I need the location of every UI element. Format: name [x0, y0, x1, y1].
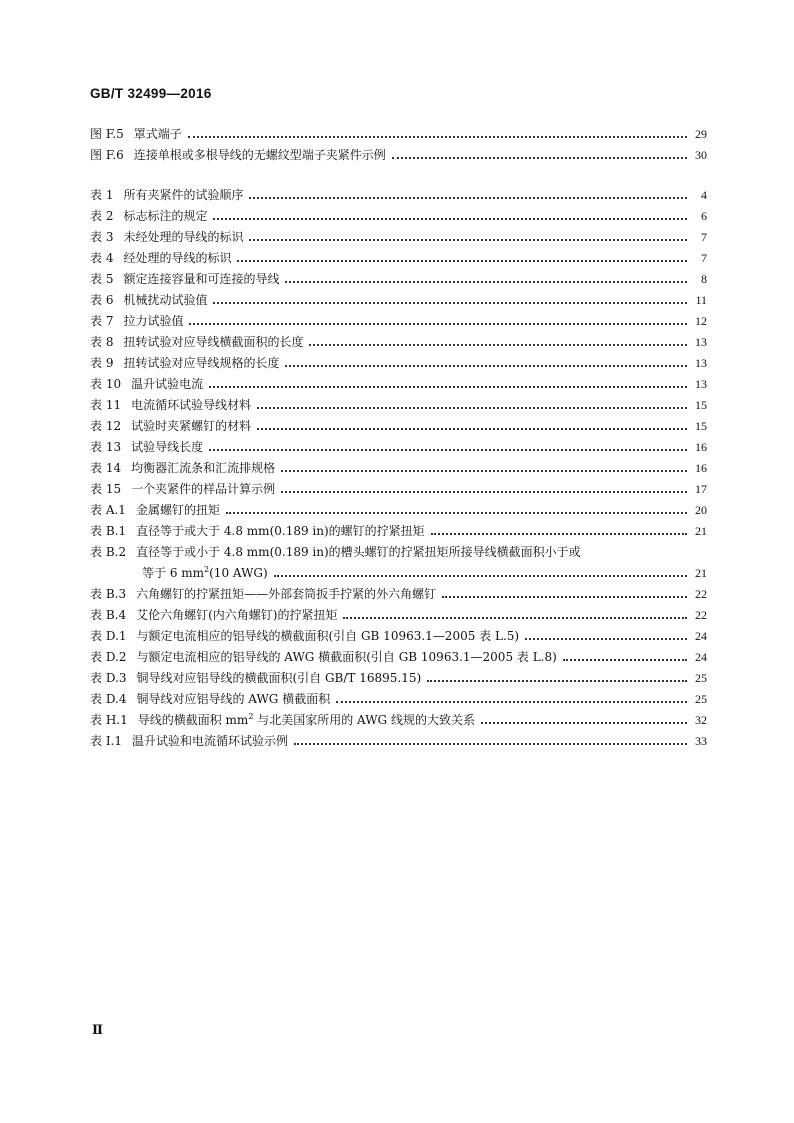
toc-entry-table[interactable]: [90, 475, 707, 496]
entry-number: 表 15: [90, 482, 122, 496]
entry-number: 表 12: [90, 419, 122, 433]
toc-entry-table[interactable]: [90, 349, 707, 370]
entry-page: 16: [695, 440, 707, 454]
toc-entry-table[interactable]: [90, 496, 707, 517]
toc-entry-table[interactable]: [90, 307, 707, 328]
entry-page: 7: [701, 230, 707, 244]
entry-number: 表 9: [90, 356, 114, 370]
entry-page: 8: [701, 272, 707, 286]
entry-page: 11: [695, 293, 707, 307]
toc-entry-figure[interactable]: [90, 141, 707, 162]
entry-number: 表 D.2: [90, 650, 127, 664]
entry-number: 图 F.6: [90, 148, 124, 162]
entry-page: 21: [695, 566, 707, 580]
toc-entry-table[interactable]: [90, 538, 707, 580]
entry-number: 表 6: [90, 293, 114, 307]
leader-dots: [237, 260, 687, 262]
entry-title: 拉力试验值: [123, 314, 184, 328]
entry-title: 直径等于或大于 4.8 mm(0.189 in)的螺钉的拧紧扭矩: [136, 524, 425, 538]
leader-dots: [213, 218, 687, 220]
toc-entry-table[interactable]: [90, 244, 707, 265]
entry-title: 艾伦六角螺钉(内六角螺钉)的拧紧扭矩: [136, 608, 338, 622]
entry-title: 温升试验和电流循环试验示例: [132, 734, 289, 748]
entry-page: 30: [695, 148, 707, 162]
toc-entry-table[interactable]: [90, 454, 707, 475]
entry-title: 直径等于或小于 4.8 mm(0.189 in)的槽头螺钉的拧紧扭矩所接导线横截面积小于或: [136, 545, 581, 559]
leader-dots: [274, 575, 687, 577]
entry-number: 表 14: [90, 461, 122, 475]
toc-entry-table[interactable]: [90, 622, 707, 643]
leader-dots: [281, 491, 687, 493]
entry-title: 标志标注的规定: [123, 209, 208, 223]
entry-title: 连接单根或多根导线的无螺纹型端子夹紧件示例: [133, 148, 386, 162]
entry-page: 22: [695, 608, 707, 622]
entry-number: 表 4: [90, 251, 114, 265]
leader-dots: [309, 344, 687, 346]
table-of-contents: [90, 120, 707, 748]
entry-title: 铜导线对应铝导线的 AWG 横截面积: [136, 692, 331, 706]
entry-number: 表 D.1: [90, 629, 127, 643]
leader-dots: [213, 302, 687, 304]
page-folio: Ⅱ: [92, 1022, 103, 1037]
entry-number: 表 B.4: [90, 608, 127, 622]
entry-page: 21: [695, 524, 707, 538]
entry-page: 22: [695, 587, 707, 601]
entry-page: 29: [695, 127, 707, 141]
leader-dots: [249, 197, 687, 199]
entry-title: 扭转试验对应导线横截面积的长度: [123, 335, 304, 349]
entry-number: 表 3: [90, 230, 114, 244]
leader-dots: [525, 638, 687, 640]
title-cont-post: (10 AWG): [209, 566, 268, 580]
entry-page: 13: [695, 335, 707, 349]
entry-page: 32: [695, 713, 707, 727]
entry-title-continued: [142, 566, 268, 580]
entry-title: 温升试验电流: [131, 377, 204, 391]
toc-entry-table[interactable]: [90, 685, 707, 706]
leader-dots: [257, 428, 687, 430]
leader-dots: [392, 157, 687, 159]
entry-number: 表 13: [90, 440, 122, 454]
toc-entry-table[interactable]: [90, 706, 707, 727]
entry-title: 机械扰动试验值: [123, 293, 208, 307]
entry-page: 25: [695, 671, 707, 685]
leader-dots: [249, 239, 687, 241]
entry-page: 4: [701, 188, 707, 202]
toc-entry-table[interactable]: [90, 517, 707, 538]
toc-entry-table[interactable]: [90, 265, 707, 286]
entry-number: 表 D.3: [90, 671, 127, 685]
entry-number: 表 D.4: [90, 692, 127, 706]
entry-page: 7: [701, 251, 707, 265]
entry-number: 表 A.1: [90, 503, 126, 517]
entry-title: 与额定电流相应的铝导线的横截面积(引自 GB 10963.1—2005 表 L.5): [136, 629, 520, 643]
leader-dots: [285, 281, 687, 283]
entry-page: 33: [695, 734, 707, 748]
entry-page: 15: [695, 398, 707, 412]
entry-number: 表 1: [90, 188, 114, 202]
leader-dots: [563, 659, 687, 661]
toc-entry-table[interactable]: [90, 433, 707, 454]
entry-title: 电流循环试验导线材料: [131, 398, 252, 412]
entry-number: 图 F.5: [90, 127, 124, 141]
superscript: 2: [248, 713, 254, 721]
entry-page: 24: [695, 650, 707, 664]
title-cont-pre: 等于 6 mm: [142, 566, 205, 580]
entry-page: 24: [695, 629, 707, 643]
entry-number: 表 B.3: [90, 587, 127, 601]
leader-dots: [226, 512, 687, 514]
entry-number: 表 8: [90, 335, 114, 349]
entry-title: 额定连接容量和可连接的导线: [123, 272, 280, 286]
entry-number: 表 5: [90, 272, 114, 286]
leader-dots: [209, 449, 687, 451]
entry-title: 未经处理的导线的标识: [123, 230, 244, 244]
entry-number: 表 I.1: [90, 734, 123, 748]
entry-number: 表 2: [90, 209, 114, 223]
entry-page: 16: [695, 461, 707, 475]
entry-title: 金属螺钉的扭矩: [135, 503, 220, 517]
leader-dots: [281, 470, 687, 472]
toc-entry-table[interactable]: [90, 601, 707, 622]
leader-dots: [343, 617, 687, 619]
leader-dots: [481, 722, 687, 724]
leader-dots: [294, 743, 687, 745]
leader-dots: [257, 407, 687, 409]
entry-title: 试验时夹紧螺钉的材料: [131, 419, 252, 433]
leader-dots: [285, 365, 687, 367]
leader-dots: [336, 701, 687, 703]
entry-title: [128, 713, 475, 727]
entry-number: 表 7: [90, 314, 114, 328]
superscript: 2: [204, 566, 210, 574]
toc-entry-table[interactable]: [90, 202, 707, 223]
entry-title: 试验导线长度: [131, 440, 204, 454]
leader-dots: [427, 680, 687, 682]
entry-number: 表 B.1: [90, 524, 127, 538]
entry-number: 表 B.2: [90, 545, 127, 559]
entry-page: 12: [695, 314, 707, 328]
entry-page: 6: [701, 209, 707, 223]
leader-dots: [431, 533, 687, 535]
toc-entry-table[interactable]: [90, 328, 707, 349]
entry-number: 表 H.1: [90, 713, 128, 727]
toc-entry-table[interactable]: [90, 664, 707, 685]
entry-number: 表 10: [90, 377, 122, 391]
title-post: 与北美国家所用的 AWG 线规的大致关系: [253, 713, 475, 727]
entry-title: 一个夹紧件的样品计算示例: [131, 482, 276, 496]
entry-page: 20: [695, 503, 707, 517]
entry-page: 17: [695, 482, 707, 496]
leader-dots: [209, 386, 687, 388]
toc-entry-table[interactable]: [90, 727, 707, 748]
entry-page: 13: [695, 377, 707, 391]
entry-title: 均衡器汇流条和汇流排规格: [131, 461, 276, 475]
toc-entry-table[interactable]: [90, 370, 707, 391]
section-spacer: [90, 162, 707, 181]
toc-entry-table[interactable]: [90, 181, 707, 202]
toc-entry-table[interactable]: [90, 223, 707, 244]
toc-entry-figure[interactable]: [90, 120, 707, 141]
entry-title: 所有夹紧件的试验顺序: [123, 188, 244, 202]
entry-title: 与额定电流相应的铝导线的 AWG 横截面积(引自 GB 10963.1—2005 表 L.8): [136, 650, 557, 664]
toc-entry-table[interactable]: [90, 286, 707, 307]
entry-number: 表 11: [90, 398, 122, 412]
toc-entry-table[interactable]: [90, 412, 707, 433]
toc-entry-table[interactable]: [90, 580, 707, 601]
entry-page: 25: [695, 692, 707, 706]
entry-title: 六角螺钉的拧紧扭矩——外部套筒扳手拧紧的外六角螺钉: [136, 587, 437, 601]
entry-title: 铜导线对应铝导线的横截面积(引自 GB/T 16895.15): [136, 671, 422, 685]
entry-page: 13: [695, 356, 707, 370]
entry-title: 罩式端子: [133, 127, 182, 141]
entry-title: 经处理的导线的标识: [123, 251, 232, 265]
title-pre: 导线的横截面积 mm: [137, 713, 249, 727]
toc-entry-table[interactable]: [90, 391, 707, 412]
entry-title: 扭转试验对应导线规格的长度: [123, 356, 280, 370]
toc-entry-table[interactable]: [90, 643, 707, 664]
entry-page: 15: [695, 419, 707, 433]
leader-dots: [442, 596, 687, 598]
leader-dots: [189, 323, 687, 325]
leader-dots: [188, 136, 687, 138]
standard-code: GB/T 32499—2016: [90, 86, 212, 101]
